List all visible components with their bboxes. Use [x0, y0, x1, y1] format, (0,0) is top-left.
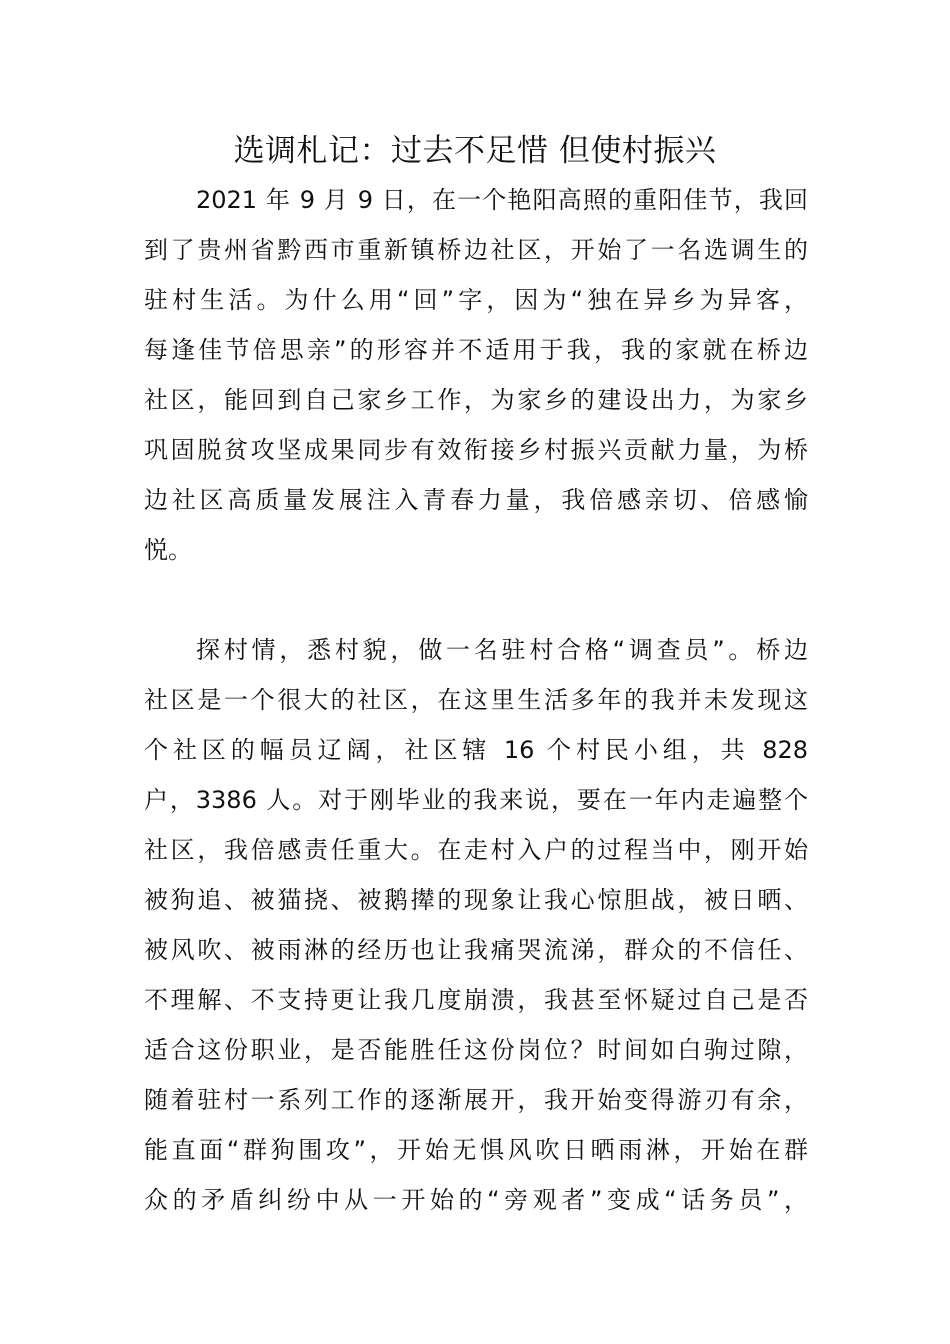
paragraph-line: 巩固脱贫攻坚成果同步有效衔接乡村振兴贡献力量，为桥 [144, 436, 808, 464]
paragraph-line: 悦。 [144, 536, 192, 564]
paragraph-line: 被风吹、被雨淋的经历也让我痛哭流涕，群众的不信任、 [144, 936, 808, 964]
paragraph-line: 探村情，悉村貌，做一名驻村合格“调查员”。桥边 [196, 636, 808, 664]
paragraph-line: 到了贵州省黔西市重新镇桥边社区，开始了一名选调生的 [144, 236, 808, 264]
paragraph-line: 户，3386 人。对于刚毕业的我来说，要在一年内走遍整个 [144, 786, 808, 814]
paragraph-line: 能直面“群狗围攻”，开始无惧风吹日晒雨淋，开始在群 [144, 1136, 808, 1164]
paragraph-line: 随着驻村一系列工作的逐渐展开，我开始变得游刃有余， [144, 1086, 808, 1114]
paragraph-line: 驻村生活。为什么用“回”字，因为“独在异乡为异客， [144, 286, 808, 314]
paragraph-line: 众的矛盾纠纷中从一开始的“旁观者”变成“话务员”， [144, 1186, 808, 1214]
paragraph-line: 2021 年 9 月 9 日，在一个艳阳高照的重阳佳节，我回 [196, 186, 808, 214]
paragraph-line: 社区是一个很大的社区，在这里生活多年的我并未发现这 [144, 686, 808, 714]
paragraph-line: 社区，我倍感责任重大。在走村入户的过程当中，刚开始 [144, 836, 808, 864]
paragraph-line: 边社区高质量发展注入青春力量，我倍感亲切、倍感愉 [144, 486, 808, 514]
paragraph-line: 适合这份职业，是否能胜任这份岗位？时间如白驹过隙， [144, 1036, 808, 1064]
document-title: 选调札记：过去不足惜 但使村振兴 [233, 133, 717, 169]
paragraph-line: 每逢佳节倍思亲”的形容并不适用于我，我的家就在桥边 [144, 336, 808, 364]
paragraph-line: 被狗追、被猫挠、被鹅撵的现象让我心惊胆战，被日晒、 [144, 886, 808, 914]
paragraph-line: 社区，能回到自己家乡工作，为家乡的建设出力，为家乡 [144, 386, 808, 414]
paragraph-line: 不理解、不支持更让我几度崩溃，我甚至怀疑过自己是否 [144, 986, 808, 1014]
paragraph-line: 个社区的幅员辽阔，社区辖 16 个村民小组，共 828 [144, 736, 808, 764]
